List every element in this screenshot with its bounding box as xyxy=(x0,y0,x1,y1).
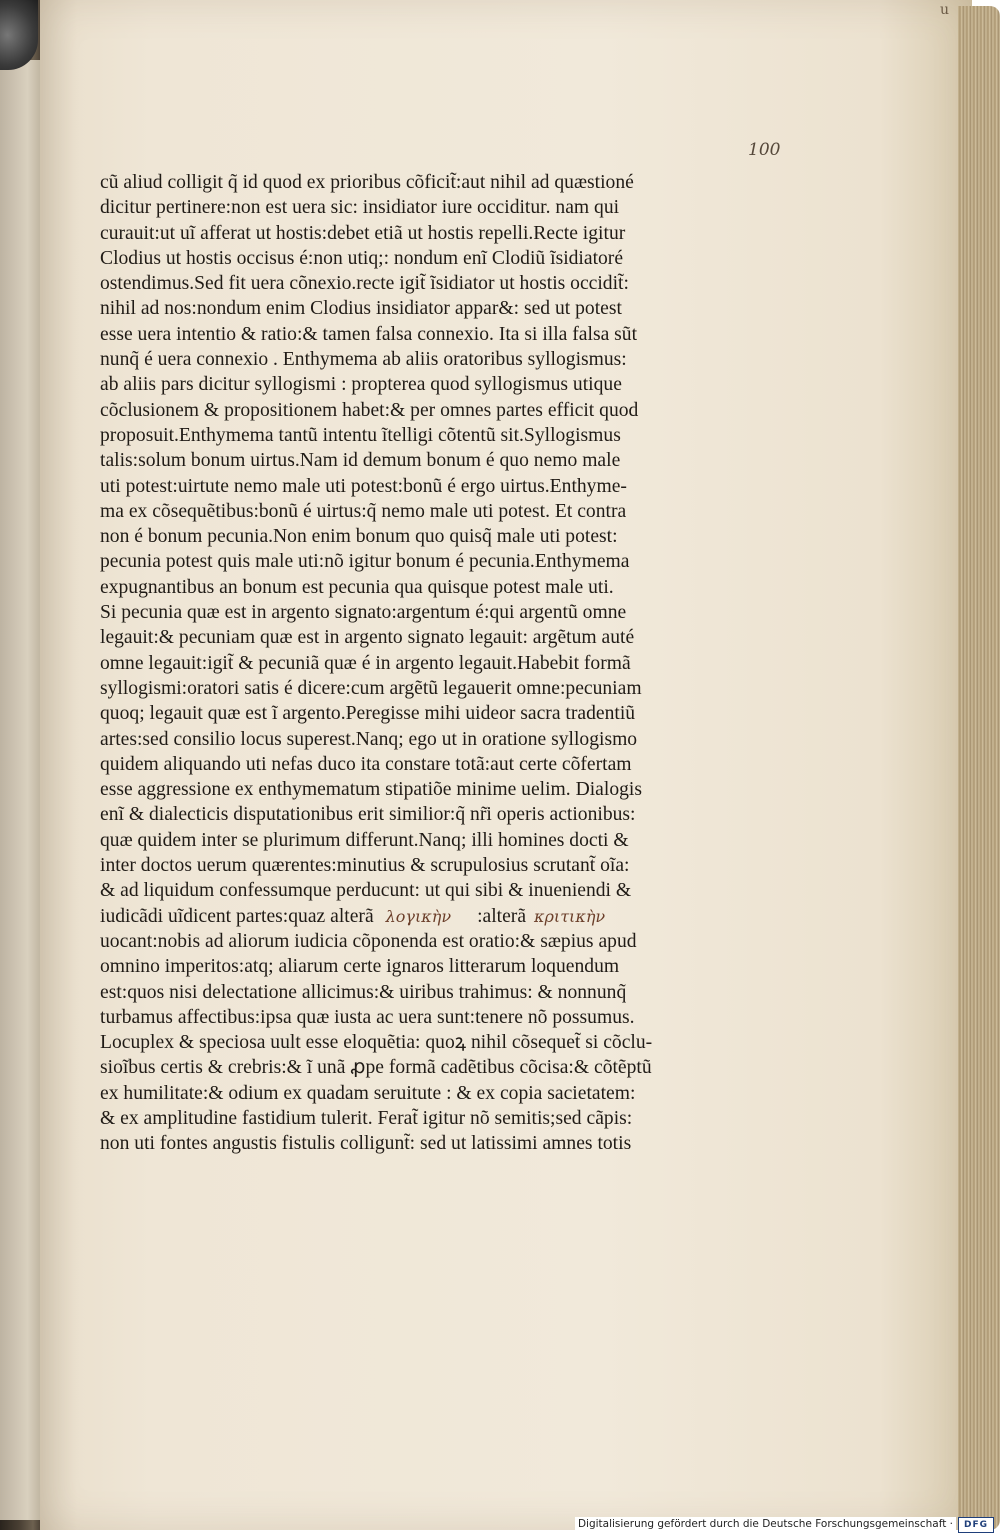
text-line: Locuplex & speciosa uult esse eloquẽtia: quoꝝ nihil cõsequet̃ si cõclu- xyxy=(100,1032,653,1054)
text-line: expugnantibus an bonum est pecunia qua quisque potest male uti. xyxy=(100,576,614,598)
footer-strip xyxy=(0,1530,1000,1537)
text-line: inter doctos uerum quærentes:minutius & scrupulosius scrutant̃ oĩa: xyxy=(100,855,630,877)
text-line: cũ aliud colligit q̃ id quod ex prioribus cõficit̃:aut nihil ad quæstioné xyxy=(100,172,634,193)
greek-annotation-logiken: λογικὴν xyxy=(385,906,452,926)
text-line: non uti fontes angustis fistulis colligunt̃: sed ut latissimi amnes totis xyxy=(100,1133,632,1155)
text-line: quæ quidem inter se plurimum differunt.Nanq; illi homines docti & xyxy=(100,829,629,851)
text-line: quidem aliquando uti nefas duco ita constare totã:aut certe cõfertam xyxy=(100,753,632,775)
text-line: ex humilitate:& odium ex quadam seruitute : & ex copia sacietatem: xyxy=(100,1082,636,1104)
text-line: curauit:ut uĩ afferat ut hostis:debet etiã ut hostis repelli.Recte igitur xyxy=(100,222,626,244)
text-line: non é bonum pecunia.Non enim bonum quo quisq̃ male uti potest: xyxy=(100,526,618,548)
text-line: ma ex cõsequẽtibus:bonũ é uirtus:q̃ nemo male uti potest. Et contra xyxy=(100,500,627,522)
text-line-with-greek xyxy=(100,904,720,929)
funding-credit: Digitalisierung gefördert durch die Deutsche Forschungsgemeinschaft · xyxy=(575,1517,956,1531)
text-line: ostendimus.Sed fit uera cõnexio.recte igit̃ ĩsidiator ut hostis occidit̃: xyxy=(100,273,629,295)
greek-annotation-kritiken: κριτικὴν xyxy=(534,906,606,926)
text-line: nihil ad nos:nondum enim Clodius insidiator appar&: sed ut potest xyxy=(100,298,622,320)
text-line: dicitur pertinere:non est uera sic: insidiator iure occiditur. nam qui xyxy=(100,197,620,219)
text-line: Si pecunia quæ est in argento signato:argentum é:qui argentũ omne xyxy=(100,602,627,624)
text-line: turbamus affectibus:ipsa quæ iusta ac uera sunt:tenere nõ possumus. xyxy=(100,1006,635,1028)
text-line-mid: :alterã xyxy=(477,905,527,927)
text-line: & ad liquidum confessumque perducunt: ut qui sibi & inueniendi & xyxy=(100,880,632,902)
shelfmark: u xyxy=(940,2,950,18)
text-line: esse aggressione ex enthymematum stipatiõe minime uelim. Dialogis xyxy=(100,779,642,801)
text-line: omne legauit:igit̃ & pecuniã quæ é in argento legauit.Habebit formã xyxy=(100,652,631,674)
text-line: sioĩbus certis & crebris:& ĩ unã ꝓpe formã cadẽtibus cõcisa:& cõtẽptũ xyxy=(100,1057,652,1079)
text-line-start: iudicãdi uĩdicent partes:quaz alterã xyxy=(100,905,374,927)
dfg-logo: DFG xyxy=(958,1517,994,1533)
text-line: quoq; legauit quæ est ĩ argento.Peregisse mihi uideor sacra tradentiũ xyxy=(100,703,636,725)
text-line: pecunia potest quis male uti:nõ igitur bonum é pecunia.Enthymema xyxy=(100,551,630,573)
text-line: talis:solum bonum uirtus.Nam id demum bonum é quo nemo male xyxy=(100,450,621,472)
text-line: & ex amplitudine fastidium tulerit. Ferat̃ igitur nõ semitis;sed cãpis: xyxy=(100,1107,633,1129)
text-line: syllogismi:oratori satis é dicere:cum argẽtũ legauerit omne:pecuniam xyxy=(100,677,642,699)
text-line: artes:sed consilio locus superest.Nanq; ego ut in oratione syllogismo xyxy=(100,728,638,750)
text-line: cõclusionem & propositionem habet:& per omnes partes efficit quod xyxy=(100,399,639,421)
text-line: ab aliis pars dicitur syllogismi : propterea quod syllogismus utique xyxy=(100,374,622,396)
text-line: uocant:nobis ad aliorum iudicia cõponenda est oratio:& sæpius apud xyxy=(100,930,637,952)
text-line: proposuit.Enthymema tantũ intentu ĩtelligi cõtentũ sit.Syllogismus xyxy=(100,424,621,446)
text-line: enĩ & dialecticis disputationibus erit similior:q̃ nr̃i operis actionibus: xyxy=(100,804,636,826)
text-line: omnino imperitos:atq; aliarum certe ignaros litterarum loquendum xyxy=(100,956,620,978)
text-block xyxy=(100,170,720,1157)
page-fore-edge xyxy=(958,6,1000,1530)
text-line: legauit:& pecuniam quæ est in argento signato legauit: argẽtum auté xyxy=(100,627,635,649)
folio-number: 100 xyxy=(748,140,781,160)
text-line: nunq̃ é uera connexio . Enthymema ab aliis oratoribus syllogismus: xyxy=(100,349,627,371)
text-line: est:quos nisi delectatione allicimus:& uiribus trahimus: & nonnunq̃ xyxy=(100,981,627,1003)
text-line: Clodius ut hostis occisus é:non utiq;: nondum enĩ Clodiũ ĩsidiatoré xyxy=(100,247,624,269)
text-line: esse uera intentio & ratio:& tamen falsa connexio. Ita si illa falsa sũt xyxy=(100,323,638,345)
text-line: uti potest:uirtute nemo male uti potest:bonũ é ergo uirtus.Enthyme- xyxy=(100,475,627,497)
